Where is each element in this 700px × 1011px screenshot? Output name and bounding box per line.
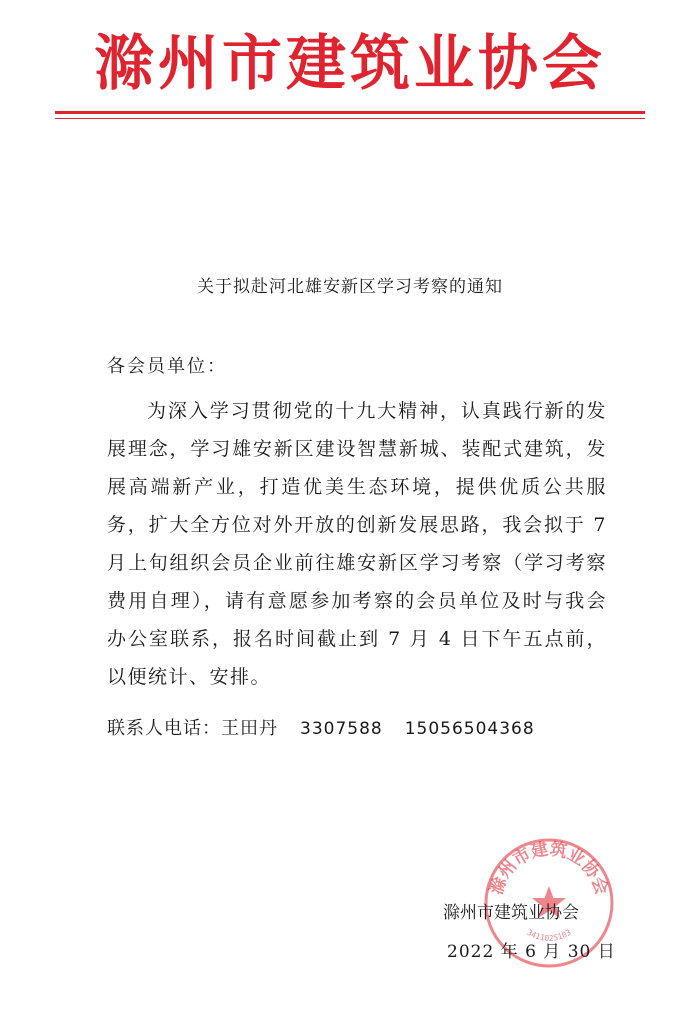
contact-phone-1: 3307588 [300, 719, 383, 739]
contact-phone-2: 15056504368 [404, 719, 535, 739]
contact-line [107, 714, 535, 740]
letterhead-rule-thin [55, 118, 645, 119]
body-paragraph: 为深入学习贯彻党的十九大精神，认真践行新的发展理念，学习雄安新区建设智慧新城、装配式建筑，发展高端新产业，打造优美生态环境，提供优质公共服务，扩大全方位对外开放的创新发展思路，我会拟于 7 月上旬组织会员企业前往雄安新区学习考察（学习考察费用自理），请有意愿参加考察的会员单位及时与我会办公室联系，报名时间截止到 7 月 4 日下午五点前，以便统计、安排。 [107, 400, 607, 688]
signature-organization: 滁州市建筑业协会 [443, 903, 579, 923]
seal-arc-text: 滁州市建筑业协会 [486, 839, 612, 898]
document-title: 关于拟赴河北雄安新区学习考察的通知 [197, 277, 503, 297]
letterhead-org-name: 滁州市建筑业协会 [94, 29, 606, 99]
contact-name: 王田丹 [221, 718, 278, 739]
seal-code: 3411025103 [525, 927, 573, 943]
letterhead-rule-thick [55, 111, 645, 114]
salutation: 各会员单位： [107, 356, 227, 377]
signature-date: 2022 年 6 月 30 日 [447, 942, 616, 962]
contact-label: 联系人电话： [107, 718, 221, 739]
